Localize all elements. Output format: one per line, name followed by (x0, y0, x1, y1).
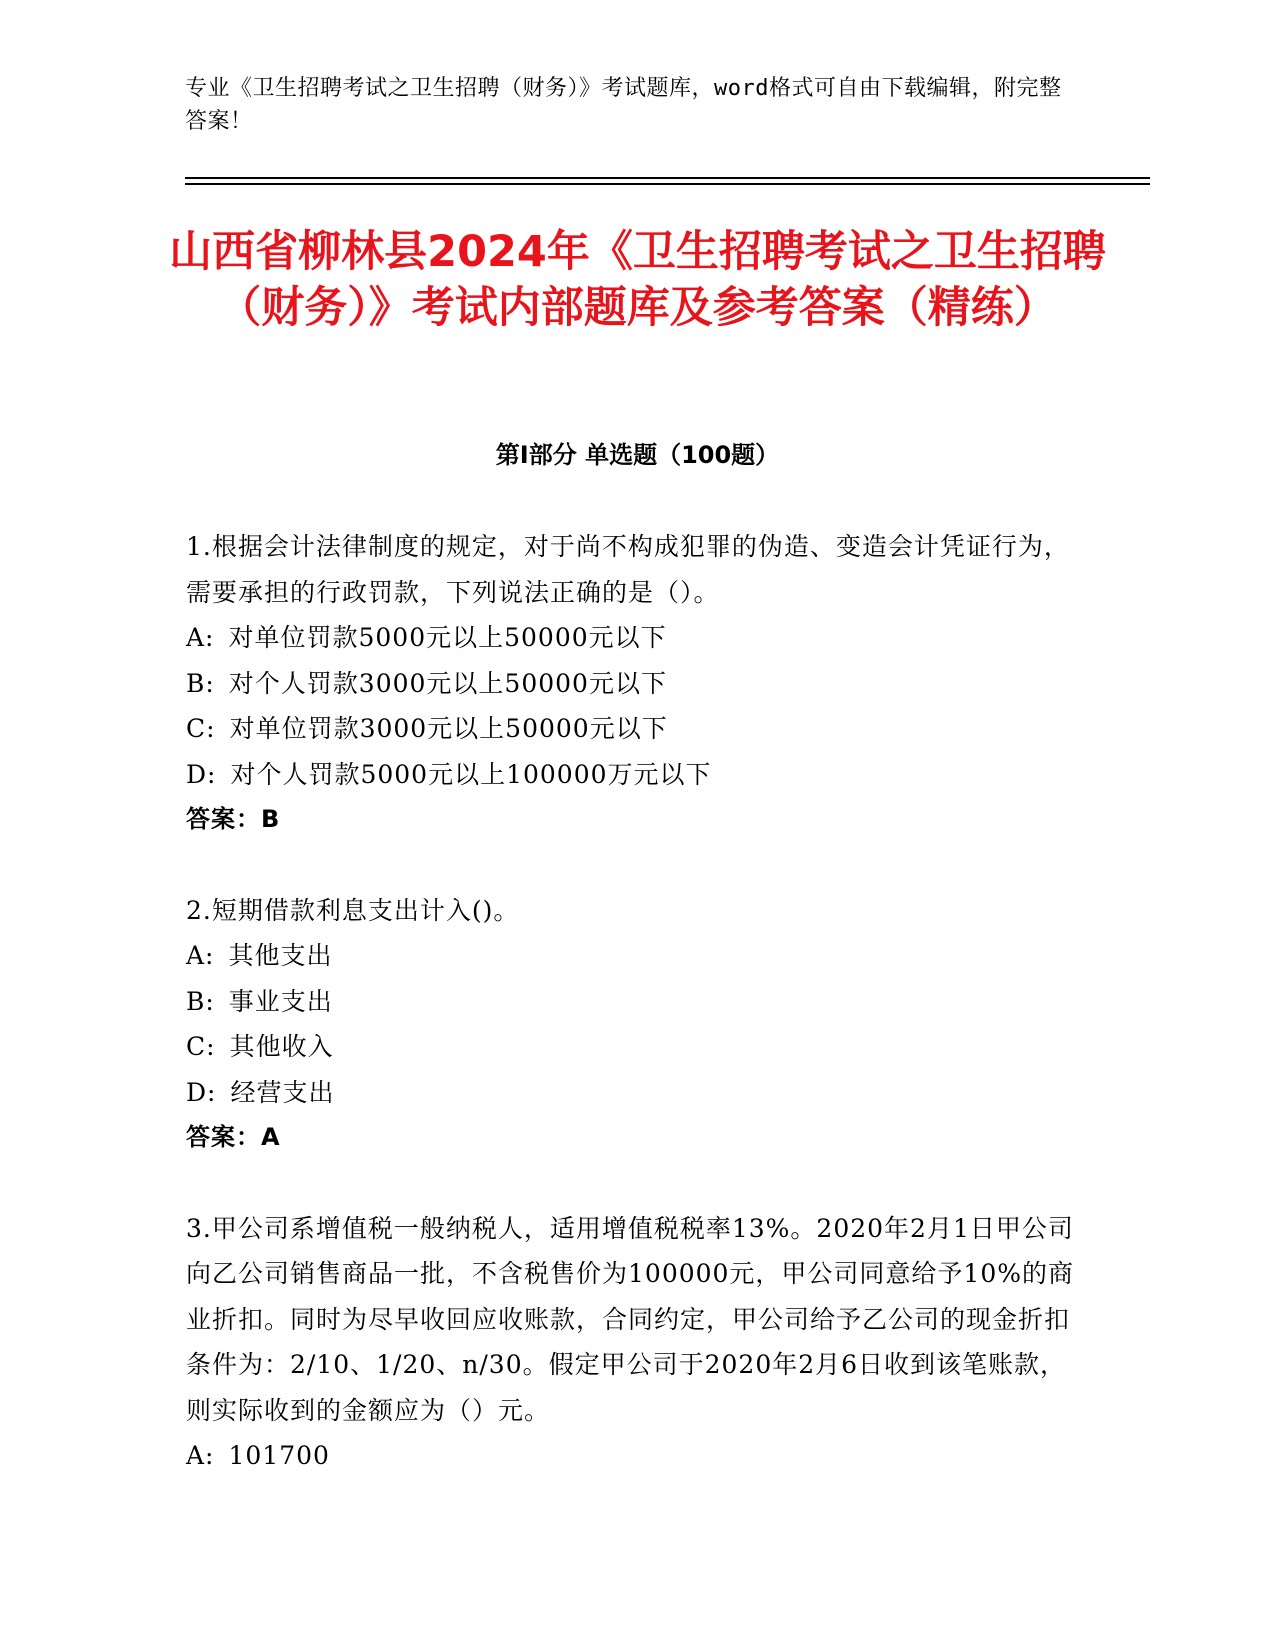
question-2 (186, 888, 1076, 1161)
option-letter: A: (186, 623, 215, 652)
option-text: 事业支出 (228, 986, 333, 1016)
option-text: 101700 (228, 1441, 330, 1470)
option-letter: B: (186, 986, 215, 1016)
option-text: 对个人罚款5000元以上100000万元以下 (230, 759, 712, 789)
document-title: 山西省柳林县2024年《卫生招聘考试之卫生招聘（财务）》考试内部题库及参考答案（精练） (169, 227, 1106, 333)
header-rule-bottom (185, 183, 1150, 185)
option-text: 对单位罚款5000元以上50000元以下 (228, 623, 667, 652)
option-text: 对个人罚款3000元以上50000元以下 (228, 668, 667, 698)
option-letter: D: (186, 1077, 217, 1107)
option-text: 经营支出 (230, 1077, 335, 1107)
option-b (186, 979, 1076, 1025)
option-letter: A: (186, 1441, 215, 1470)
option-a (186, 1433, 1076, 1479)
section-title: 第Ⅰ部分 单选题（100题） (495, 441, 780, 469)
question-1 (186, 524, 1076, 843)
question-3 (186, 1206, 1076, 1479)
option-text: 其他支出 (228, 941, 333, 970)
option-letter: C: (186, 714, 216, 743)
option-a (186, 933, 1076, 979)
option-c (186, 1024, 1076, 1070)
header-rule-top (185, 177, 1150, 179)
option-d (186, 1070, 1076, 1116)
option-text: 其他收入 (229, 1032, 334, 1061)
option-d (186, 752, 1076, 798)
question-stem: 2.短期借款利息支出计入()。 (186, 895, 520, 925)
option-b (186, 661, 1076, 707)
option-a (186, 615, 1076, 661)
option-c (186, 706, 1076, 752)
option-letter: C: (186, 1032, 216, 1061)
option-letter: A: (186, 941, 215, 970)
question-stem: 1.根据会计法律制度的规定，对于尚不构成犯罪的伪造、变造会计凭证行为，需要承担的行政罚款，下列说法正确的是（）。 (186, 532, 1070, 607)
question-list (186, 524, 1076, 1524)
question-stem: 3.甲公司系增值税一般纳税人，适用增值税税率13%。2020年2月1日甲公司向乙公司销售商品一批，不含税售价为100000元，甲公司同意给予10%的商业折扣。同时为尽早收回应收账款，合同约定，甲公司给予乙公司的现金折扣条件为：2/10、1/20、n/30。假定甲公司于2020年2月6日收到该笔账款，则实际收到的金额应为（）元。 (186, 1213, 1075, 1425)
header-note: 专业《卫生招聘考试之卫生招聘（财务）》考试题库，word格式可自由下载编辑，附完整答案！ (185, 76, 1062, 134)
option-letter: D: (186, 759, 217, 789)
option-letter: B: (186, 668, 215, 698)
question-answer: 答案：B (186, 805, 281, 833)
option-text: 对单位罚款3000元以上50000元以下 (229, 714, 668, 743)
question-answer: 答案：A (186, 1123, 281, 1151)
